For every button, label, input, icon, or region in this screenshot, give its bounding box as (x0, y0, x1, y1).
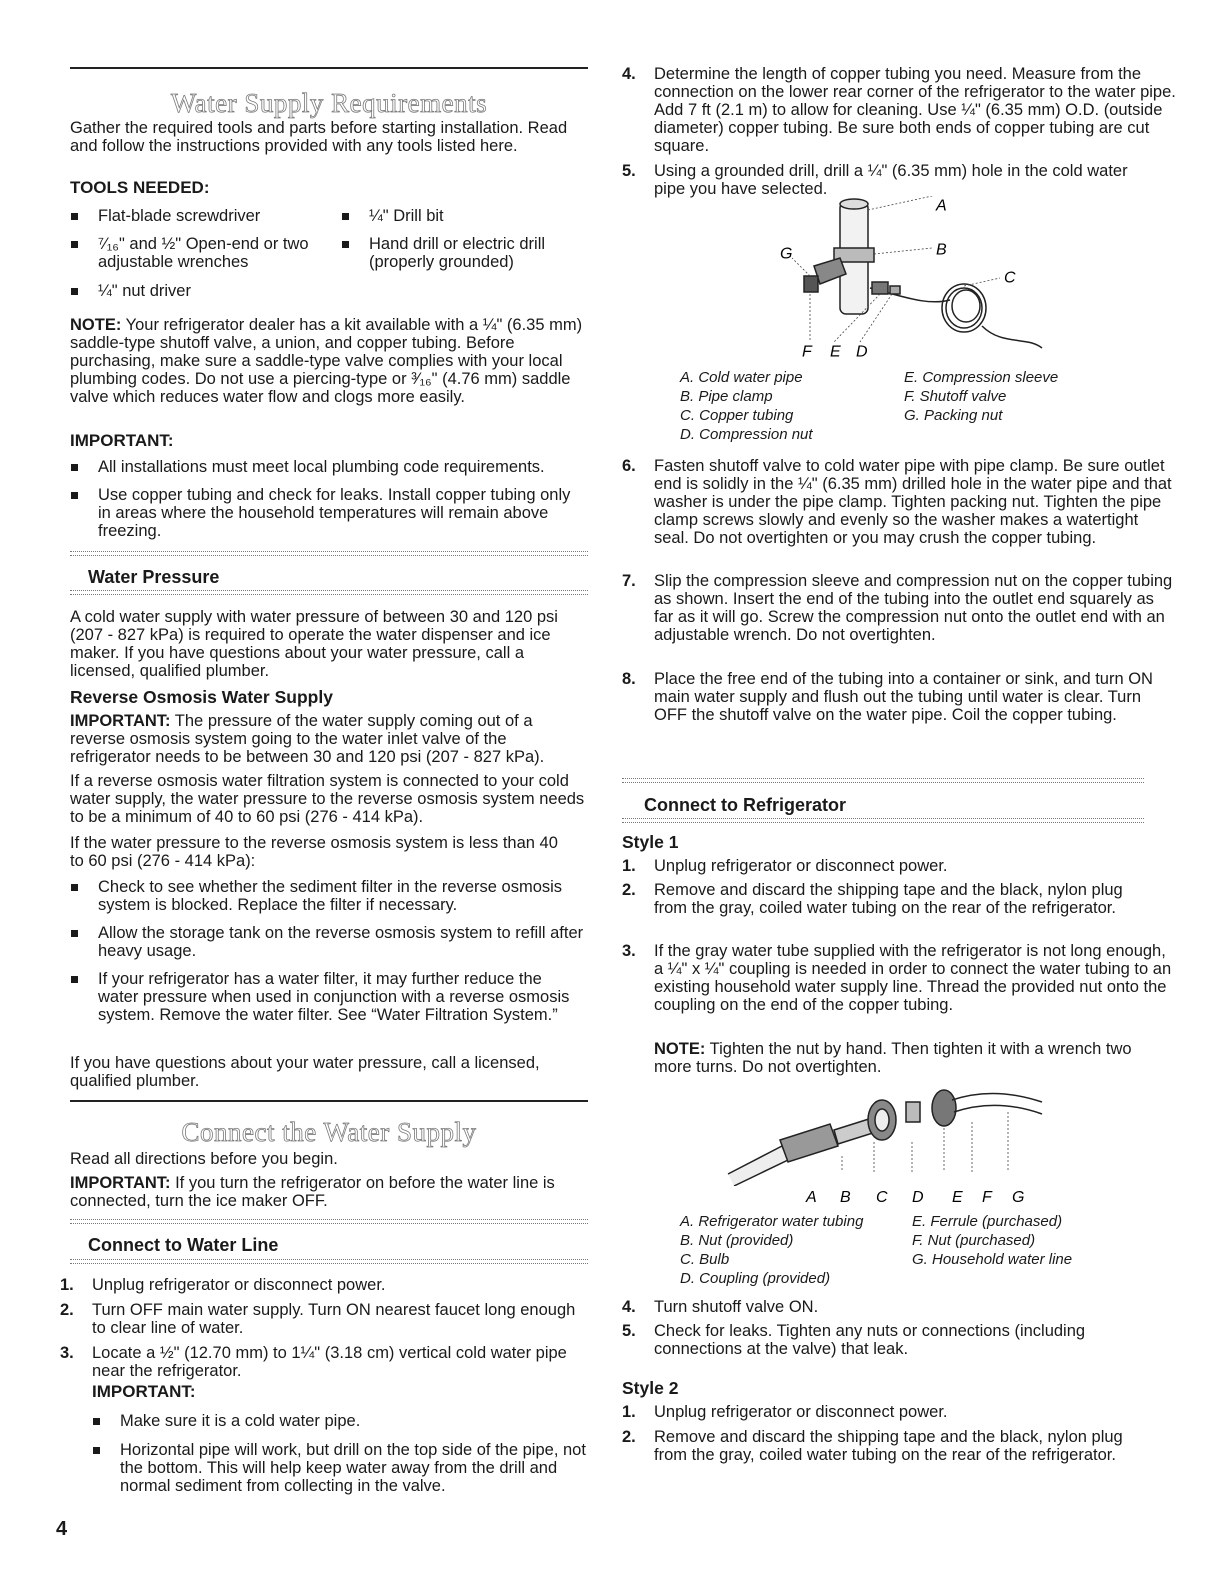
step-number: 2. (622, 1428, 636, 1446)
style1-note-text: Tighten the nut by hand. Then tighten it with a wrench two more turns. Do not overtighten. (654, 1040, 1132, 1076)
connect-intro: Read all directions before you begin. (70, 1150, 338, 1168)
section-rule (70, 67, 588, 69)
step (622, 881, 1154, 917)
caption: C. Bulb (680, 1251, 730, 1268)
ro-item: If your refrigerator has a water filter, it may further reduce the water pressure when used in conjunction with a reverse osmosis system. Remove the water filter. See “Water Filtration System.” (70, 970, 586, 1024)
connect-important-label: IMPORTANT: (70, 1174, 171, 1192)
label-e: E (952, 1189, 963, 1206)
ro-paragraph: If the water pressure to the reverse osmosis system is less than 40 to 60 psi (276 - 414 kPa): (70, 834, 558, 870)
coupling-diagram-labels (772, 1186, 1072, 1210)
tools-heading: TOOLS NEEDED: (70, 178, 210, 197)
important-item: All installations must meet local plumbing code requirements. (70, 458, 586, 476)
step-text: Turn shutoff valve ON. (654, 1298, 819, 1316)
caption: B. Pipe clamp (680, 388, 773, 405)
ro-important-text: The pressure of the water supply coming out of a reverse osmosis system going to the water inlet valve of the refrigerator needs to be between 30 and 120 psi (207 - 827 kPa). (70, 712, 545, 766)
leader-line (874, 248, 932, 254)
step-text: Unplug refrigerator or disconnect power. (92, 1276, 386, 1294)
step-text: Unplug refrigerator or disconnect power. (654, 857, 948, 875)
heading-style-1: Style 1 (622, 832, 679, 852)
tubing-coil (952, 290, 980, 322)
ro-item: Allow the storage tank on the reverse osmosis system to refill after heavy usage. (70, 924, 586, 960)
label-f: F (982, 1189, 992, 1206)
step-text: Remove and discard the shipping tape and the black, nylon plug from the gray, coiled water tubing on the rear of the refrigerator. (654, 1428, 1123, 1464)
note-paragraph (70, 316, 586, 406)
section-rule (70, 1100, 588, 1102)
ro-paragraph: If a reverse osmosis water filtration system is connected to your cold water supply, the water pressure to the reverse osmosis system needs to be a minimum of 40 to 60 psi (276 - 414 kPa). (70, 772, 585, 826)
step-number: 4. (622, 1298, 636, 1316)
step (60, 1276, 602, 1294)
nut-provided (780, 1124, 838, 1162)
important-item: Use copper tubing and check for leaks. Install copper tubing only in areas where the household temperatures will remain above freezing. (70, 486, 586, 540)
step-number: 3. (60, 1344, 74, 1362)
nut-purchased (932, 1090, 956, 1126)
label-e: E (830, 343, 841, 361)
tool-item: ⁷⁄₁₆" and ½" Open-end or two adjustable wrenches (70, 235, 336, 271)
connect-important-text: If you turn the refrigerator on before the water line is connected, turn the ice maker OFF. (70, 1174, 555, 1210)
divider (622, 818, 1144, 823)
step3-item: Horizontal pipe will work, but drill on the top side of the pipe, not the bottom. This will help keep water away from the drill and normal sediment from collecting in the valve. (92, 1441, 596, 1495)
label-c: C (1004, 269, 1016, 287)
step (622, 572, 1176, 644)
connect-important-paragraph (70, 1174, 586, 1210)
note-label: NOTE: (70, 316, 122, 334)
step (622, 1322, 1154, 1358)
ro-item: Check to see whether the sediment filter in the reverse osmosis system is blocked. Replace the filter if necessary. (70, 878, 568, 914)
step (622, 1428, 1154, 1464)
caption: D. Coupling (provided) (680, 1270, 831, 1287)
tool-item: Flat-blade screwdriver (70, 207, 338, 225)
heading-connect-refrigerator: Connect to Refrigerator (644, 795, 847, 815)
heading-water-pressure: Water Pressure (88, 567, 220, 587)
step-text: Place the free end of the tubing into a container or sink, and turn ON main water supply and flush out the tubing until water is clear. Turn OFF the shutoff valve on the water pipe. Coil the copper tubing. (654, 670, 1153, 724)
step (622, 1403, 1154, 1421)
label-c: C (876, 1189, 888, 1206)
heading-reverse-osmosis: Reverse Osmosis Water Supply (70, 687, 333, 707)
compression-sleeve (890, 286, 900, 294)
label-b: B (840, 1189, 851, 1206)
step-number: 6. (622, 457, 636, 475)
household-water-line (952, 1093, 1042, 1102)
step (622, 65, 1176, 155)
water-pressure-text: A cold water supply with water pressure of between 30 and 120 psi (207 - 827 kPa) is required to operate the water dispenser and ice maker. If you have questions about your water pressure, call a licensed, qualified plumber. (70, 608, 558, 680)
step (622, 670, 1176, 724)
step-number: 1. (622, 1403, 636, 1421)
caption: B. Nut (provided) (680, 1232, 794, 1249)
tool-item: ¼" Drill bit (341, 207, 609, 225)
step-text: Locate a ½" (12.70 mm) to 1¼" (3.18 cm) vertical cold water pipe near the refrigerator. (92, 1344, 567, 1380)
step (60, 1344, 592, 1380)
step-number: 1. (622, 857, 636, 875)
step-number: 2. (622, 881, 636, 899)
step-text: Slip the compression sleeve and compression nut on the copper tubing as shown. Insert the end of the tubing into the outlet end squarely as far as it will go. Screw the compression nut onto the outlet end with an adjustable wrench. Do not overtighten. (654, 572, 1173, 644)
divider (70, 590, 588, 595)
caption: F. Shutoff valve (904, 388, 1007, 405)
step (622, 857, 1154, 875)
ro-important-label: IMPORTANT: (70, 712, 171, 730)
caption: D. Compression nut (680, 426, 813, 443)
step3-item: Make sure it is a cold water pipe. (92, 1412, 586, 1430)
step-text: Unplug refrigerator or disconnect power. (654, 1403, 948, 1421)
caption: C. Copper tubing (680, 407, 794, 424)
label-g: G (780, 245, 793, 263)
caption: A. Cold water pipe (680, 369, 803, 386)
step-number: 8. (622, 670, 636, 688)
pipe-end (840, 199, 868, 209)
step-text: Using a grounded drill, drill a ¼" (6.35 mm) hole in the cold water pipe you have selected. (654, 162, 1128, 198)
step (622, 162, 1154, 198)
caption: E. Ferrule (purchased) (912, 1213, 1063, 1230)
intro-text: Gather the required tools and parts before starting installation. Read and follow the instructions provided with any tools listed here. (70, 119, 568, 155)
divider (622, 778, 1144, 783)
tool-item: ¼" nut driver (70, 282, 338, 300)
leader-line (792, 258, 810, 276)
label-f: F (802, 343, 812, 361)
step3-important: IMPORTANT: (92, 1382, 196, 1401)
section-title-connect-supply: Connect the Water Supply (181, 1117, 477, 1147)
step-number: 2. (60, 1301, 74, 1319)
label-a: A (936, 197, 947, 215)
leader-line (964, 278, 1000, 286)
style1-note (654, 1040, 1144, 1076)
heading-connect-water-line: Connect to Water Line (88, 1235, 279, 1255)
step (622, 942, 1176, 1014)
packing-nut (804, 276, 818, 292)
step (622, 1298, 1154, 1316)
coupling-diagram (722, 1082, 1052, 1186)
compression-nut (872, 282, 888, 294)
step-number: 7. (622, 572, 636, 590)
leader-line (868, 196, 932, 210)
step-number: 5. (622, 1322, 636, 1340)
step-number: 3. (622, 942, 636, 960)
page-number: 4 (56, 1518, 68, 1540)
step-text: Turn OFF main water supply. Turn ON nearest faucet long enough to clear line of water. (92, 1301, 576, 1337)
step-number: 1. (60, 1276, 74, 1294)
step-text: Check for leaks. Tighten any nuts or connections (including connections at the valve) that leak. (654, 1322, 1086, 1358)
caption: A. Refrigerator water tubing (680, 1213, 864, 1230)
household-water-line-edge (954, 1105, 1042, 1114)
ro-paragraph: If you have questions about your water pressure, call a licensed, qualified plumber. (70, 1054, 540, 1090)
valve-diagram (752, 196, 1052, 366)
tool-item: Hand drill or electric drill (properly grounded) (341, 235, 589, 271)
divider (70, 1219, 588, 1224)
caption: G. Packing nut (904, 407, 1003, 424)
section-title-water-supply: Water Supply Requirements (170, 88, 488, 118)
step-text: If the gray water tube supplied with the refrigerator is not long enough, a ¼" x ¼" coupling is needed in order to connect the water tubing to an existing household water supply line. Thread the provided nut onto the coupling on the end of the copper tubing. (654, 942, 1172, 1014)
refrigerator-tubing (728, 1146, 788, 1186)
style1-note-label: NOTE: (654, 1040, 706, 1058)
label-g: G (1012, 1189, 1025, 1206)
tubing-end (982, 326, 1042, 348)
important-heading: IMPORTANT: (70, 431, 174, 450)
label-d: D (912, 1189, 924, 1206)
step-number: 4. (622, 65, 636, 83)
caption: E. Compression sleeve (904, 369, 1059, 386)
step (60, 1301, 592, 1337)
heading-style-2: Style 2 (622, 1378, 679, 1398)
label-d: D (856, 343, 868, 361)
caption: G. Household water line (912, 1251, 1073, 1268)
coupling-bore (875, 1109, 889, 1131)
label-a: A (806, 1189, 817, 1206)
ro-important-paragraph (70, 712, 586, 766)
step (622, 457, 1176, 547)
step-number: 5. (622, 162, 636, 180)
note-text: Your refrigerator dealer has a kit available with a ¼" (6.35 mm) saddle-type shutoff valve, a union, and copper tubing. Before purchasing, make sure a saddle-type valve complies with your local plumbing codes. Do not use a piercing-type or ³⁄₁₆" (4.76 mm) saddle valve which reduces water flow and clogs more easily. (70, 316, 583, 406)
divider (70, 551, 588, 556)
step-text: Remove and discard the shipping tape and the black, nylon plug from the gray, coiled water tubing on the rear of the refrigerator. (654, 881, 1123, 917)
divider (70, 1259, 588, 1264)
label-b: B (936, 241, 947, 259)
caption: F. Nut (purchased) (912, 1232, 1036, 1249)
step-text: Determine the length of copper tubing you need. Measure from the connection on the lower rear corner of the refrigerator to the water pipe. Add 7 ft (2.1 m) to allow for cleaning. Use ¼" (6.35 mm) O.D. (outside diameter) copper tubing. Be sure both ends of copper tubing are cut square. (654, 65, 1176, 155)
ferrule (906, 1102, 920, 1122)
step-text: Fasten shutoff valve to cold water pipe with pipe clamp. Be sure outlet end is solidly in the ¼" (6.35 mm) drilled hole in the water pipe and that washer is under the pipe clamp. Tighten packing nut. Tighten the pipe clamp screws slowly and evenly so the washer makes a watertight seal. Do not overtighten or you may crush the copper tubing. (654, 457, 1172, 547)
